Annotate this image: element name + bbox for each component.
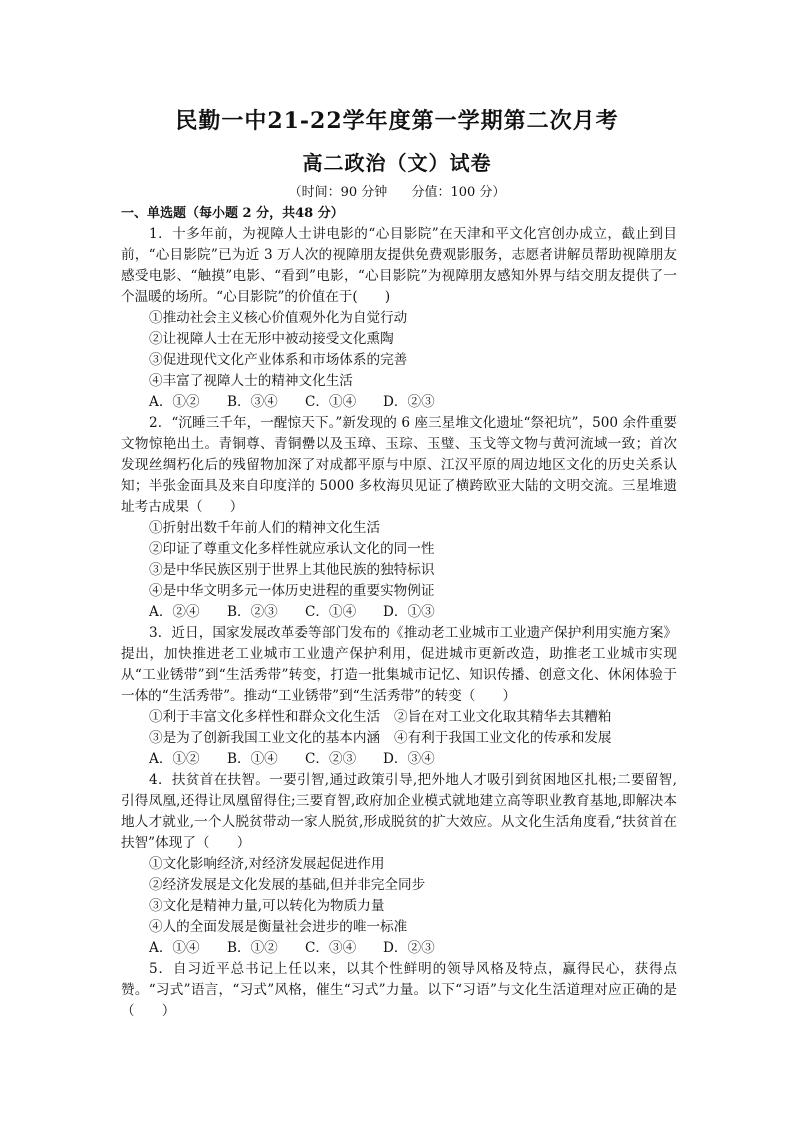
answer-d: D．③④: [383, 751, 435, 767]
answer-c: C．①④: [305, 604, 357, 620]
exam-time: （时间：90 分钟: [288, 185, 388, 200]
answer-a: A．①②: [149, 394, 200, 410]
exam-subtitle: 高二政治（文）试卷: [302, 151, 492, 175]
question-option: ④有利于我国工业文化的传承和发展: [394, 730, 612, 746]
answer-b: B．①④: [227, 751, 278, 767]
answer-b: B．③④: [227, 394, 278, 410]
question-option: ①利于丰富文化多样性和群众文化生活: [149, 709, 381, 725]
answer-b: B．②③: [227, 604, 278, 620]
question-option: ②经济发展是文化发展的基础,但并非完全同步: [149, 877, 426, 893]
question-stem: 5．自习近平总书记上任以来，以其个性鲜明的领导风格及特点，赢得民心，获得点赞。“习式”语言，“习式”风格，催生“习式”力量。以下“习语”与文化生活道理对应正确的是（ ）: [121, 961, 677, 1019]
answer-a: A．②④: [149, 604, 200, 620]
question-stem: 2．“沉睡三千年，一醒惊天下。”新发现的 6 座三星堆文化遗址“祭祀坑”，500 余件重要文物惊艳出土。青铜尊、青铜罍以及玉璋、玉琮、玉璧、玉戈等文物与黄河流域一致；首次发现丝绸朽化后的残留物加深了对成都平原与中原、江汉平原的周边地区文化的历史关系认知；半张金面具及来自印度洋的 5000 多枚海贝见证了横跨欧亚大陆的文明交流。三星堆遗址考古成果（ ）: [121, 415, 677, 515]
question-option: ②让视障人士在无形中被动接受文化熏陶: [149, 331, 394, 347]
question-option: ④是中华文明多元一体历史进程的重要实物例证: [149, 583, 435, 599]
exam-meta: [0, 181, 794, 200]
answer-choices: [121, 602, 677, 623]
question-option: ③是为了创新我国工业文化的基本内涵: [149, 730, 381, 746]
question-2: [121, 413, 677, 623]
question-option: ①推动社会主义核心价值观外化为自觉行动: [149, 310, 408, 326]
answer-choices: [121, 392, 677, 413]
answer-a: A．①④: [149, 940, 200, 956]
answer-c: C．②③: [305, 751, 357, 767]
exam-score: 分值：100 分）: [411, 185, 506, 200]
answer-c: C．③④: [305, 940, 357, 956]
exam-title: 民勤一中21-22学年度第一学期第二次月考: [175, 108, 619, 134]
option-row: [121, 728, 677, 749]
answer-b: B．①②: [227, 940, 278, 956]
question-option: ②旨在对工业文化取其精华去其糟粕: [394, 709, 612, 725]
question-option: ③促进现代文化产业体系和市场体系的完善: [149, 352, 408, 368]
question-1: [121, 224, 677, 413]
questions-body: [121, 224, 677, 1022]
question-option: ④人的全面发展是衡量社会进步的唯一标准: [149, 919, 408, 935]
question-option: ①折射出数千年前人们的精神文化生活: [149, 520, 381, 536]
option-row: [121, 707, 677, 728]
answer-d: D．②③: [383, 940, 435, 956]
question-3: [121, 623, 677, 770]
answer-d: D．②③: [383, 394, 435, 410]
question-option: ①文化影响经济,对经济发展起促进作用: [149, 856, 385, 872]
question-option: ③文化是精神力量,可以转化为物质力量: [149, 898, 385, 914]
section-title: 一、单选题（每小题 2 分，共48 分）: [121, 206, 344, 221]
answer-choices: [121, 938, 677, 959]
question-stem: 4．扶贫首在扶智。一要引智,通过政策引导,把外地人才吸引到贫困地区扎根;二要留智,引得凤凰,还得让凤凰留得住;三要育智,政府加企业模式就地建立高等职业教育基地,即解决本地人才就业,一个人脱贫带动一家人脱贫,形成脱贫的扩大效应。从文化生活角度看,“扶贫首在扶智”体现了（ ）: [121, 772, 677, 851]
question-stem: 1．十多年前，为视障人士讲电影的“心目影院”在天津和平文化宫创办成立，截止到目前，“心目影院”已为近 3 万人次的视障朋友提供免费观影服务，志愿者讲解员帮助视障朋友感受电影、“触摸”电影、“看到”电影，“心目影院”为视障朋友感知外界与结交朋友提供了一个温暖的场所。“心目影院”的价值在于( ): [121, 226, 677, 305]
answer-a: A．①②: [149, 751, 200, 767]
question-option: ③是中华民族区别于世界上其他民族的独特标识: [149, 562, 435, 578]
question-stem: 3．近日，国家发展改革委等部门发布的《推动老工业城市工业遗产保护利用实施方案》提出，加快推进老工业城市工业遗产保护利用，促进城市更新改造，助推老工业城市实现从“工业锈带”到“生活秀带”转变，打造一批集城市记忆、知识传播、创意文化、休闲体验于一体的“生活秀带”。推动“工业锈带”到“生活秀带”的转变（ ）: [121, 625, 677, 704]
answer-choices: [121, 749, 677, 770]
question-5: [121, 959, 677, 1022]
answer-d: D．①③: [383, 604, 435, 620]
answer-c: C．①④: [305, 394, 357, 410]
question-4: [121, 770, 677, 959]
question-option: ②印证了尊重文化多样性就应承认文化的同一性: [149, 541, 435, 557]
question-option: ④丰富了视障人士的精神文化生活: [149, 373, 353, 389]
